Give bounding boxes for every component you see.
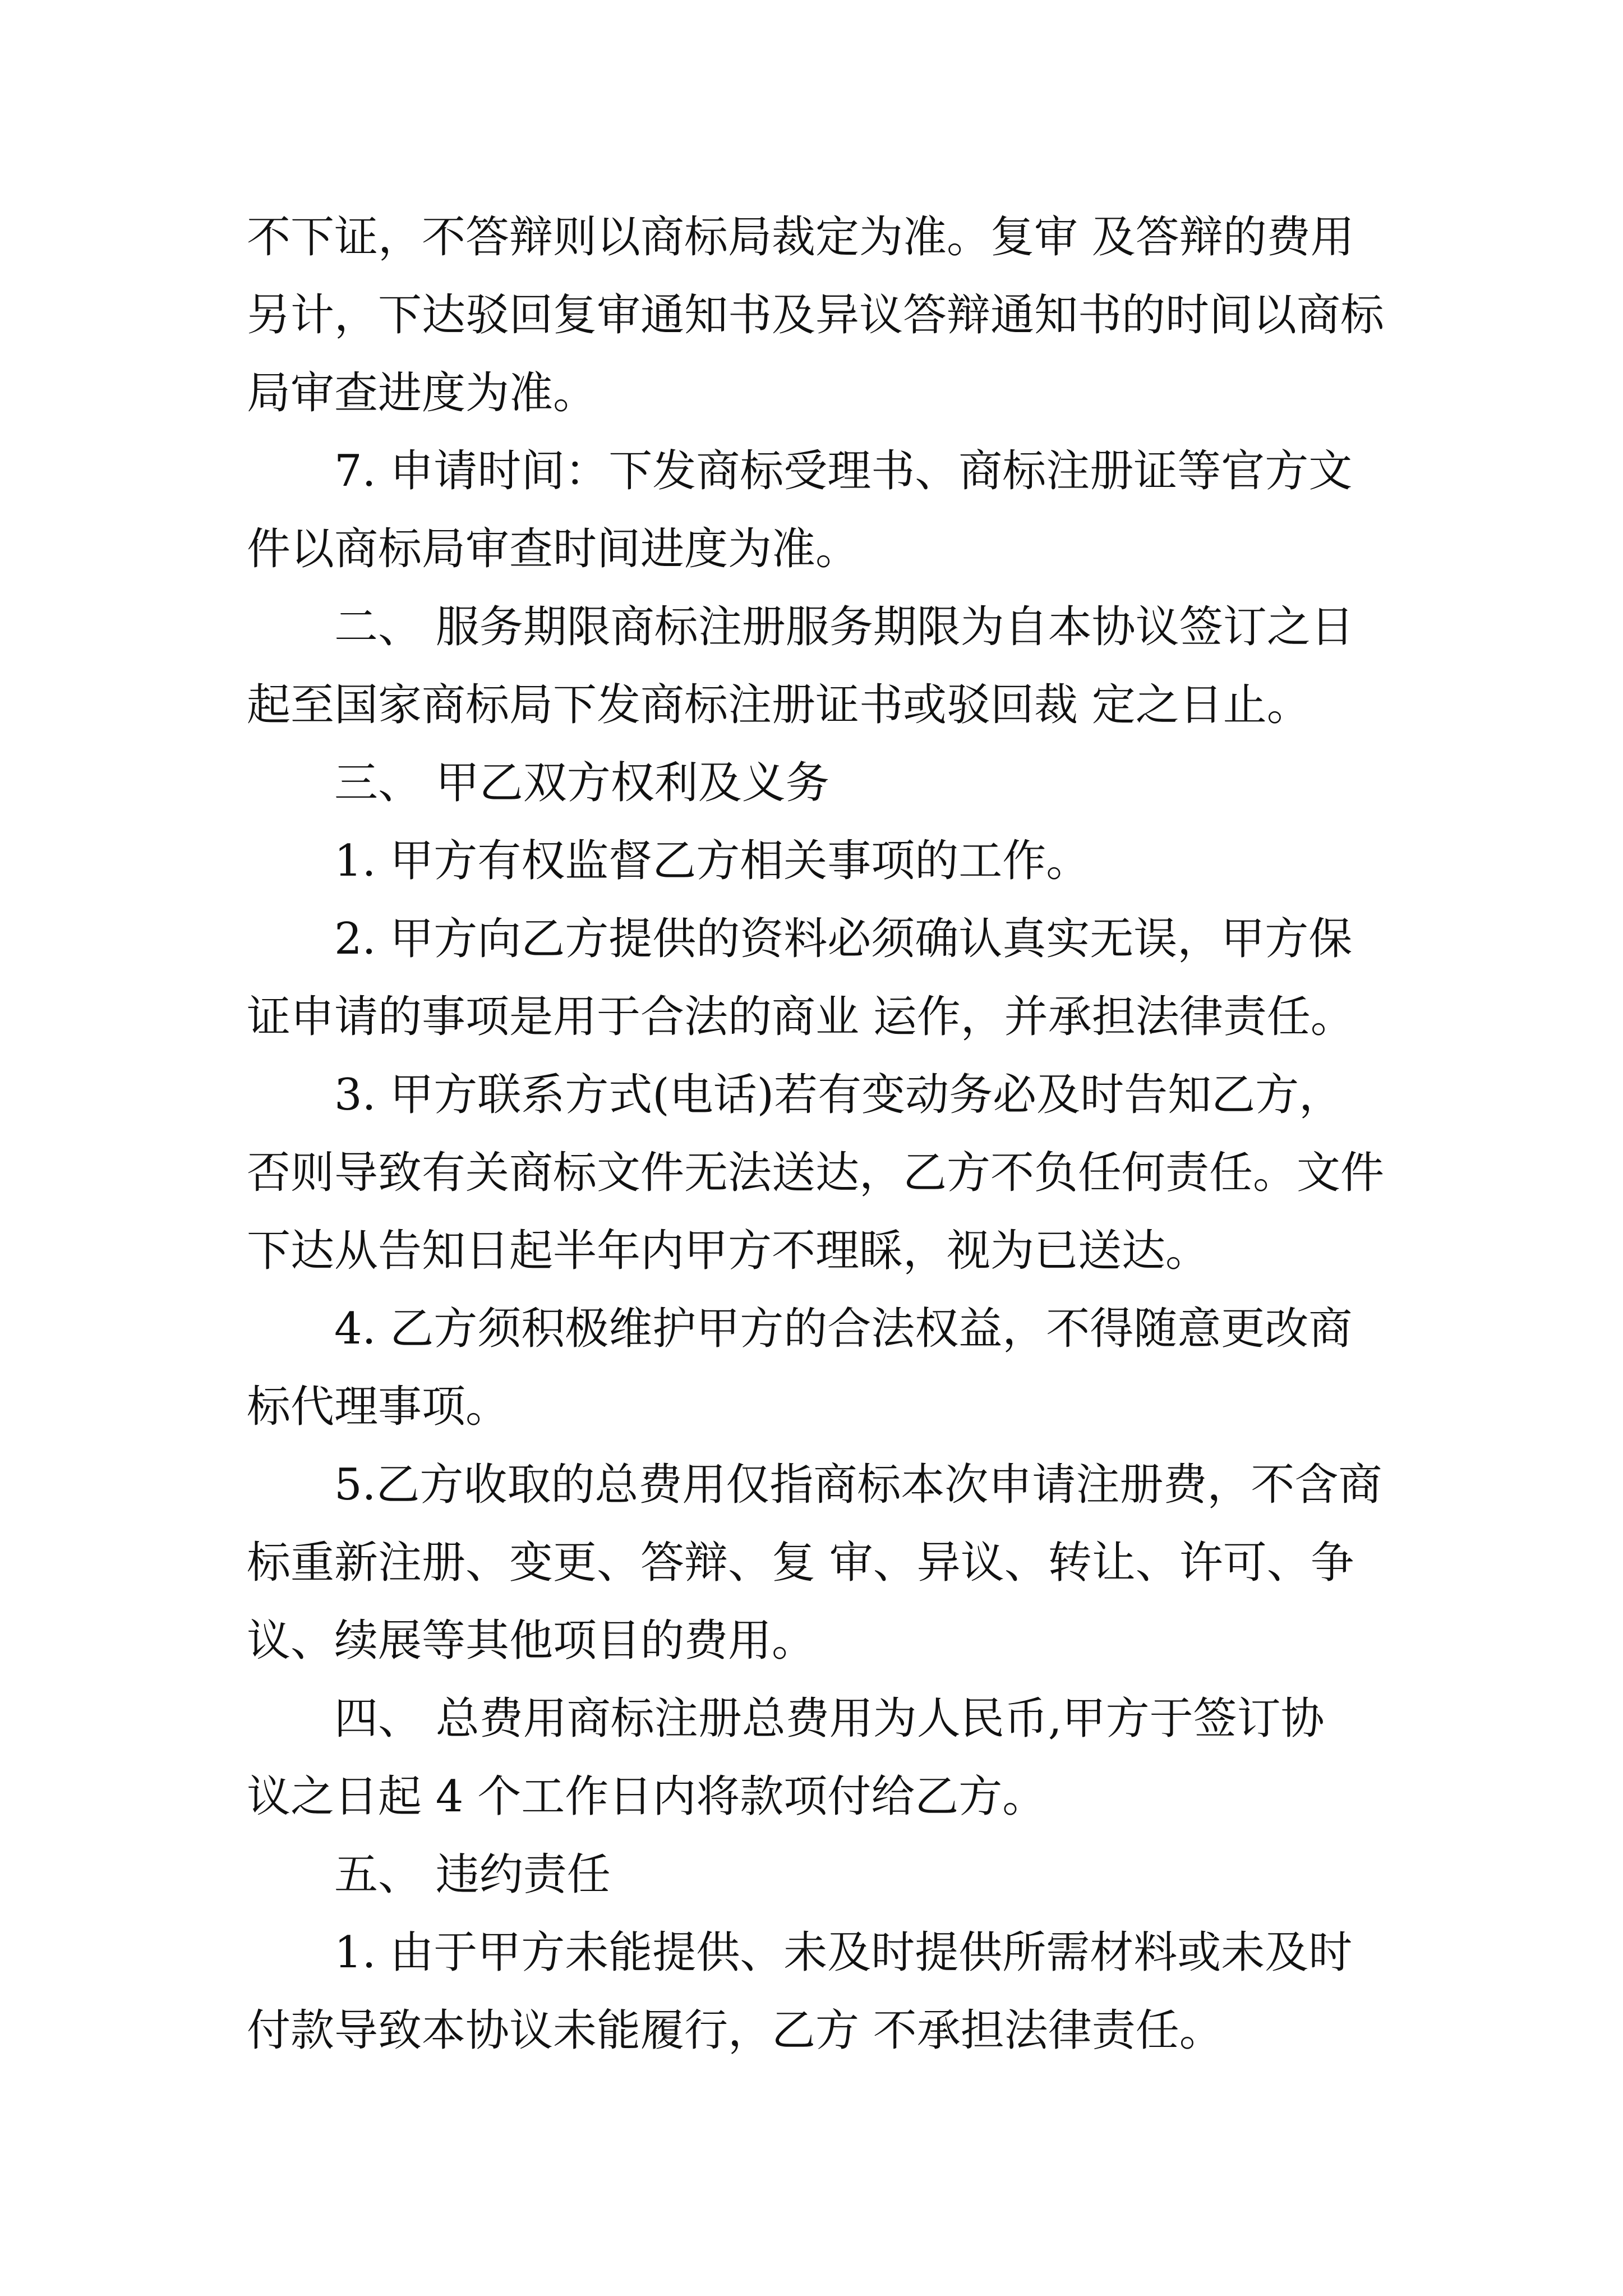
- text-line: 付款导致本协议未能履行，乙方 不承担法律责任。: [247, 2005, 1223, 2056]
- text-line: 起至国家商标局下发商标注册证书或驳回裁 定之日止。: [247, 680, 1311, 730]
- text-line: 下达从告知日起半年内甲方不理睬，视为已送达。: [247, 1226, 1210, 1276]
- text-line: 1. 由于甲方未能提供、未及时提供所需材料或未及时: [334, 1927, 1353, 1978]
- text-line: 否则导致有关商标文件无法送达，乙方不负任何责任。文件: [247, 1148, 1385, 1198]
- text-line: 1. 甲方有权监督乙方相关事项的工作。: [334, 836, 1090, 886]
- text-line: 局审查进度为准。: [247, 368, 597, 418]
- text-line: 另计，下达驳回复审通知书及异议答辩通知书的时间以商标: [247, 290, 1385, 341]
- text-line: 三、 甲乙双方权利及义务: [334, 758, 829, 808]
- text-line: 标代理事项。: [247, 1382, 510, 1432]
- text-line: 二、 服务期限商标注册服务期限为自本协议签订之日: [334, 602, 1354, 652]
- text-line: 四、 总费用商标注册总费用为人民币,甲方于签订协: [334, 1694, 1325, 1744]
- text-line: 4. 乙方须积极维护甲方的合法权益，不得随意更改商: [334, 1304, 1353, 1354]
- text-line: 不下证，不答辩则以商标局裁定为准。复审 及答辩的费用: [247, 212, 1354, 263]
- text-line: 2. 甲方向乙方提供的资料必须确认真实无误，甲方保: [334, 914, 1353, 964]
- text-line: 议、续展等其他项目的费用。: [247, 1616, 816, 1666]
- text-line: 7. 申请时间：下发商标受理书、商标注册证等官方文: [334, 446, 1353, 496]
- text-line: 议之日起 4 个工作日内将款项付给乙方。: [247, 1772, 1046, 1822]
- text-line: 五、 违约责任: [334, 1849, 611, 1900]
- text-line: 3. 甲方联系方式(电话)若有变动务必及时告知乙方，: [334, 1070, 1343, 1120]
- text-line: 证申请的事项是用于合法的商业 运作，并承担法律责任。: [247, 992, 1354, 1042]
- text-line: 标重新注册、变更、答辩、复 审、异议、转让、许可、争: [247, 1538, 1354, 1588]
- text-line: 件以商标局审查时间进度为准。: [247, 524, 860, 574]
- text-line: 5.乙方收取的总费用仅指商标本次申请注册费，不含商: [334, 1460, 1382, 1510]
